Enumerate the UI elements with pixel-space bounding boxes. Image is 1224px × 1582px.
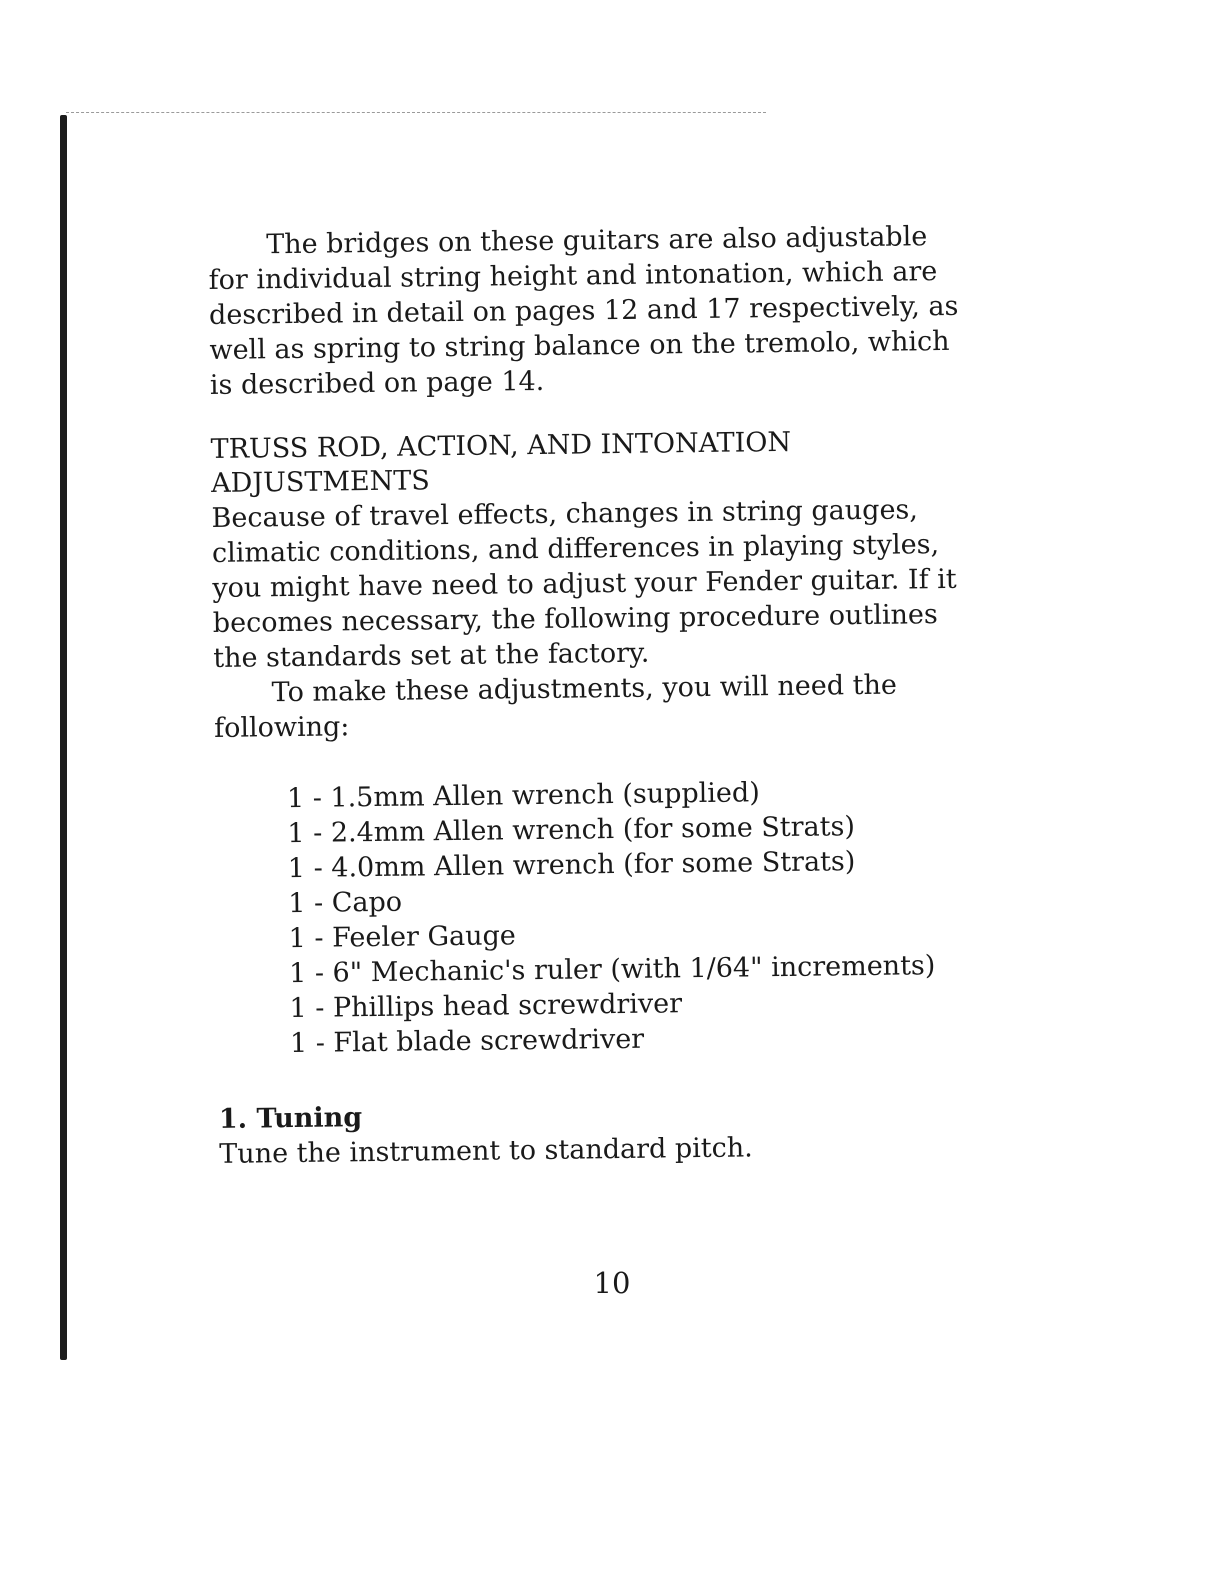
tools-list [215,773,978,1062]
tool-item: 1 - 2.4mm Allen wrench (for some Strats) [287,811,856,850]
section-heading-line2: ADJUSTMENTS [210,465,431,499]
scan-top-line [66,112,766,113]
tool-item: 1 - 4.0mm Allen wrench (for some Strats) [287,846,856,885]
section-intro: Because of travel effects, changes in string gauges, climatic conditions, and differences in playing styles, you might have need to adjust your Fender guitar. If it becomes necessary, the following procedure outlines the standards set at the factory. [211,494,957,674]
tool-item: 1 - 6" Mechanic's ruler (with 1/64" increments) [288,950,936,990]
tool-item: 1 - 1.5mm Allen wrench (supplied) [286,777,760,815]
tuning-text: Tune the instrument to standard pitch. [219,1132,753,1170]
section-heading [211,424,972,501]
page-number: 10 [593,1266,631,1300]
section-need-text: To make these adjustments, you will need the following: [213,669,898,744]
tool-item: 1 - Flat blade screwdriver [289,1023,645,1060]
tool-item: 1 - Phillips head screwdriver [289,988,683,1025]
scan-binding-edge [60,115,67,1360]
paragraph-bridges: The bridges on these guitars are also adjustable for individual string height and intonation, which are described in detail on pages 12 and 17 respectively, as well as spring to string balance on the tremolo, which is described on page 14. [208,221,959,401]
section-heading-line1: TRUSS ROD, ACTION, AND INTONATION [210,426,792,465]
page-content [208,219,979,1172]
tuning-heading: 1. Tuning [218,1102,363,1135]
tool-item: 1 - Feeler Gauge [288,920,516,955]
tool-item: 1 - Capo [288,886,403,920]
